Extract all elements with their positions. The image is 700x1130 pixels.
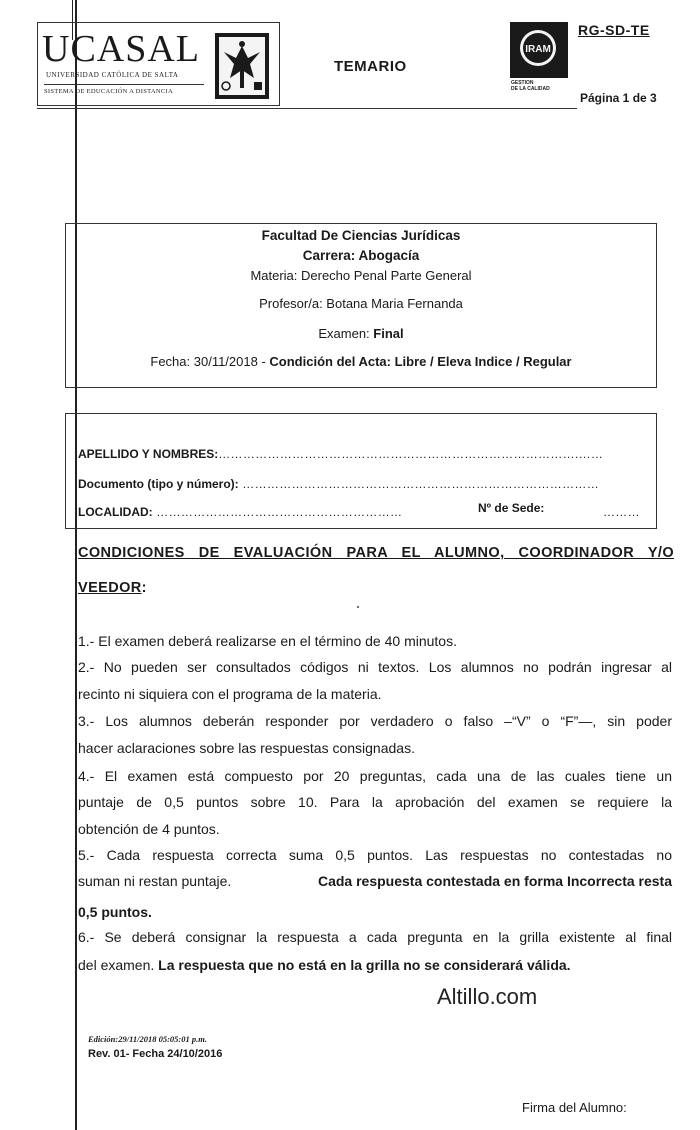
condition-item-6-cont: del examen. La respuesta que no está en la grilla no se considerará válida. xyxy=(78,957,571,973)
brand-logo-text: UCASAL xyxy=(42,28,201,70)
conditions-title: CONDICIONES DE EVALUACIÓN PARA EL ALUMNO, COORDINADOR Y/O xyxy=(78,545,674,561)
condition-item-2-cont: recinto ni siquiera con el programa de la materia. xyxy=(78,686,382,702)
brand-subtitle: UNIVERSIDAD CATÓLICA DE SALTA xyxy=(46,71,179,79)
condition-item-4-cont: puntaje de 0,5 puntos sobre 10. Para la aprobación del examen se requiere la xyxy=(78,794,672,810)
exam-date: Fecha: 30/11/2018 - xyxy=(150,354,270,369)
signature-label: Firma del Alumno: xyxy=(522,1100,627,1115)
document-number-blank: …………………………………………………………………………… xyxy=(238,477,600,491)
condition-item-4-cont-2: obtención de 4 puntos. xyxy=(78,821,220,837)
condition-item-2: 2.- No pueden ser consultados códigos ni textos. Los alumnos no podrán ingresar al xyxy=(78,659,672,675)
sede-field[interactable] xyxy=(478,501,544,515)
header-rule xyxy=(37,108,577,109)
iram-caption-2: DE LA CALIDAD xyxy=(511,86,550,92)
condition-item-5-cont: suman ni restan puntaje. Cada respuesta contestada en forma Incorrecta resta xyxy=(78,873,672,889)
iram-caption: GESTION xyxy=(511,80,534,86)
locality-blank: …………………………………………………… xyxy=(152,505,403,519)
exam-date-condition xyxy=(65,354,657,369)
watermark-text: Altillo.com xyxy=(437,984,538,1009)
university-seal-icon xyxy=(214,32,270,100)
condition-item-6: 6.- Se deberá consignar la respuesta a cada pregunta en la grilla existente al final xyxy=(78,929,672,945)
condition-item-5-cont-2: 0,5 puntos. xyxy=(78,904,152,920)
page-number: Página 1 de 3 xyxy=(580,91,657,105)
document-title: TEMARIO xyxy=(334,58,407,75)
exam-type xyxy=(65,326,657,341)
student-name-label: APELLIDO Y NOMBRES: xyxy=(78,447,219,461)
professor-name: Profesor/a: Botana Maria Fernanda xyxy=(259,296,463,311)
subject-name: Materia: Derecho Penal Parte General xyxy=(250,268,472,283)
condition-item-5: 5.- Cada respuesta correcta suma 0,5 puntos. Las respuestas no contestadas no xyxy=(78,847,672,863)
brand-subtitle-2: SISTEMA DE EDUCACIÓN A DISTANCIA xyxy=(44,88,173,95)
document-code: RG-SD-TE xyxy=(578,22,650,38)
act-condition: Condición del Acta: Libre / Eleva Indice / Regular xyxy=(269,354,572,369)
locality-field[interactable] xyxy=(78,505,402,519)
condition-item-4: 4.- El examen está compuesto por 20 preguntas, cada una de las cuales tiene un xyxy=(78,768,672,784)
document-number-field[interactable] xyxy=(78,477,599,491)
scan-margin-line xyxy=(75,0,77,1130)
edition-timestamp: Edición:29/11/2018 05:05:01 p.m. xyxy=(88,1034,207,1044)
sede-label: Nº de Sede: xyxy=(478,501,545,515)
scan-speck xyxy=(357,606,359,608)
student-name-blank: …………………………………………………………………………….…… xyxy=(218,447,604,461)
student-name-field[interactable] xyxy=(78,447,603,461)
locality-label: LOCALIDAD: xyxy=(78,505,153,519)
iram-quality-seal-icon xyxy=(510,22,568,84)
condition-item-3-cont: hacer aclaraciones sobre las respuestas consignadas. xyxy=(78,740,415,756)
faculty-name: Facultad De Ciencias Jurídicas xyxy=(261,228,461,243)
exam-type-value: Final xyxy=(373,326,404,341)
revision-date: Rev. 01- Fecha 24/10/2016 xyxy=(88,1048,223,1060)
brand-rule xyxy=(44,84,204,85)
sede-blank[interactable]: ……… xyxy=(603,505,640,519)
condition-item-1: 1.- El examen deberá realizarse en el término de 40 minutos. xyxy=(78,633,457,649)
document-number-label: Documento (tipo y número): xyxy=(78,477,239,491)
career-name: Carrera: Abogacía xyxy=(302,248,420,263)
conditions-title-2: VEEDOR: xyxy=(78,580,147,596)
condition-item-3: 3.- Los alumnos deberán responder por verdadero o falso –“V” o “F”—, sin poder xyxy=(78,713,672,729)
svg-text:IRAM: IRAM xyxy=(525,44,551,55)
exam-type-label: Examen: xyxy=(318,326,374,341)
